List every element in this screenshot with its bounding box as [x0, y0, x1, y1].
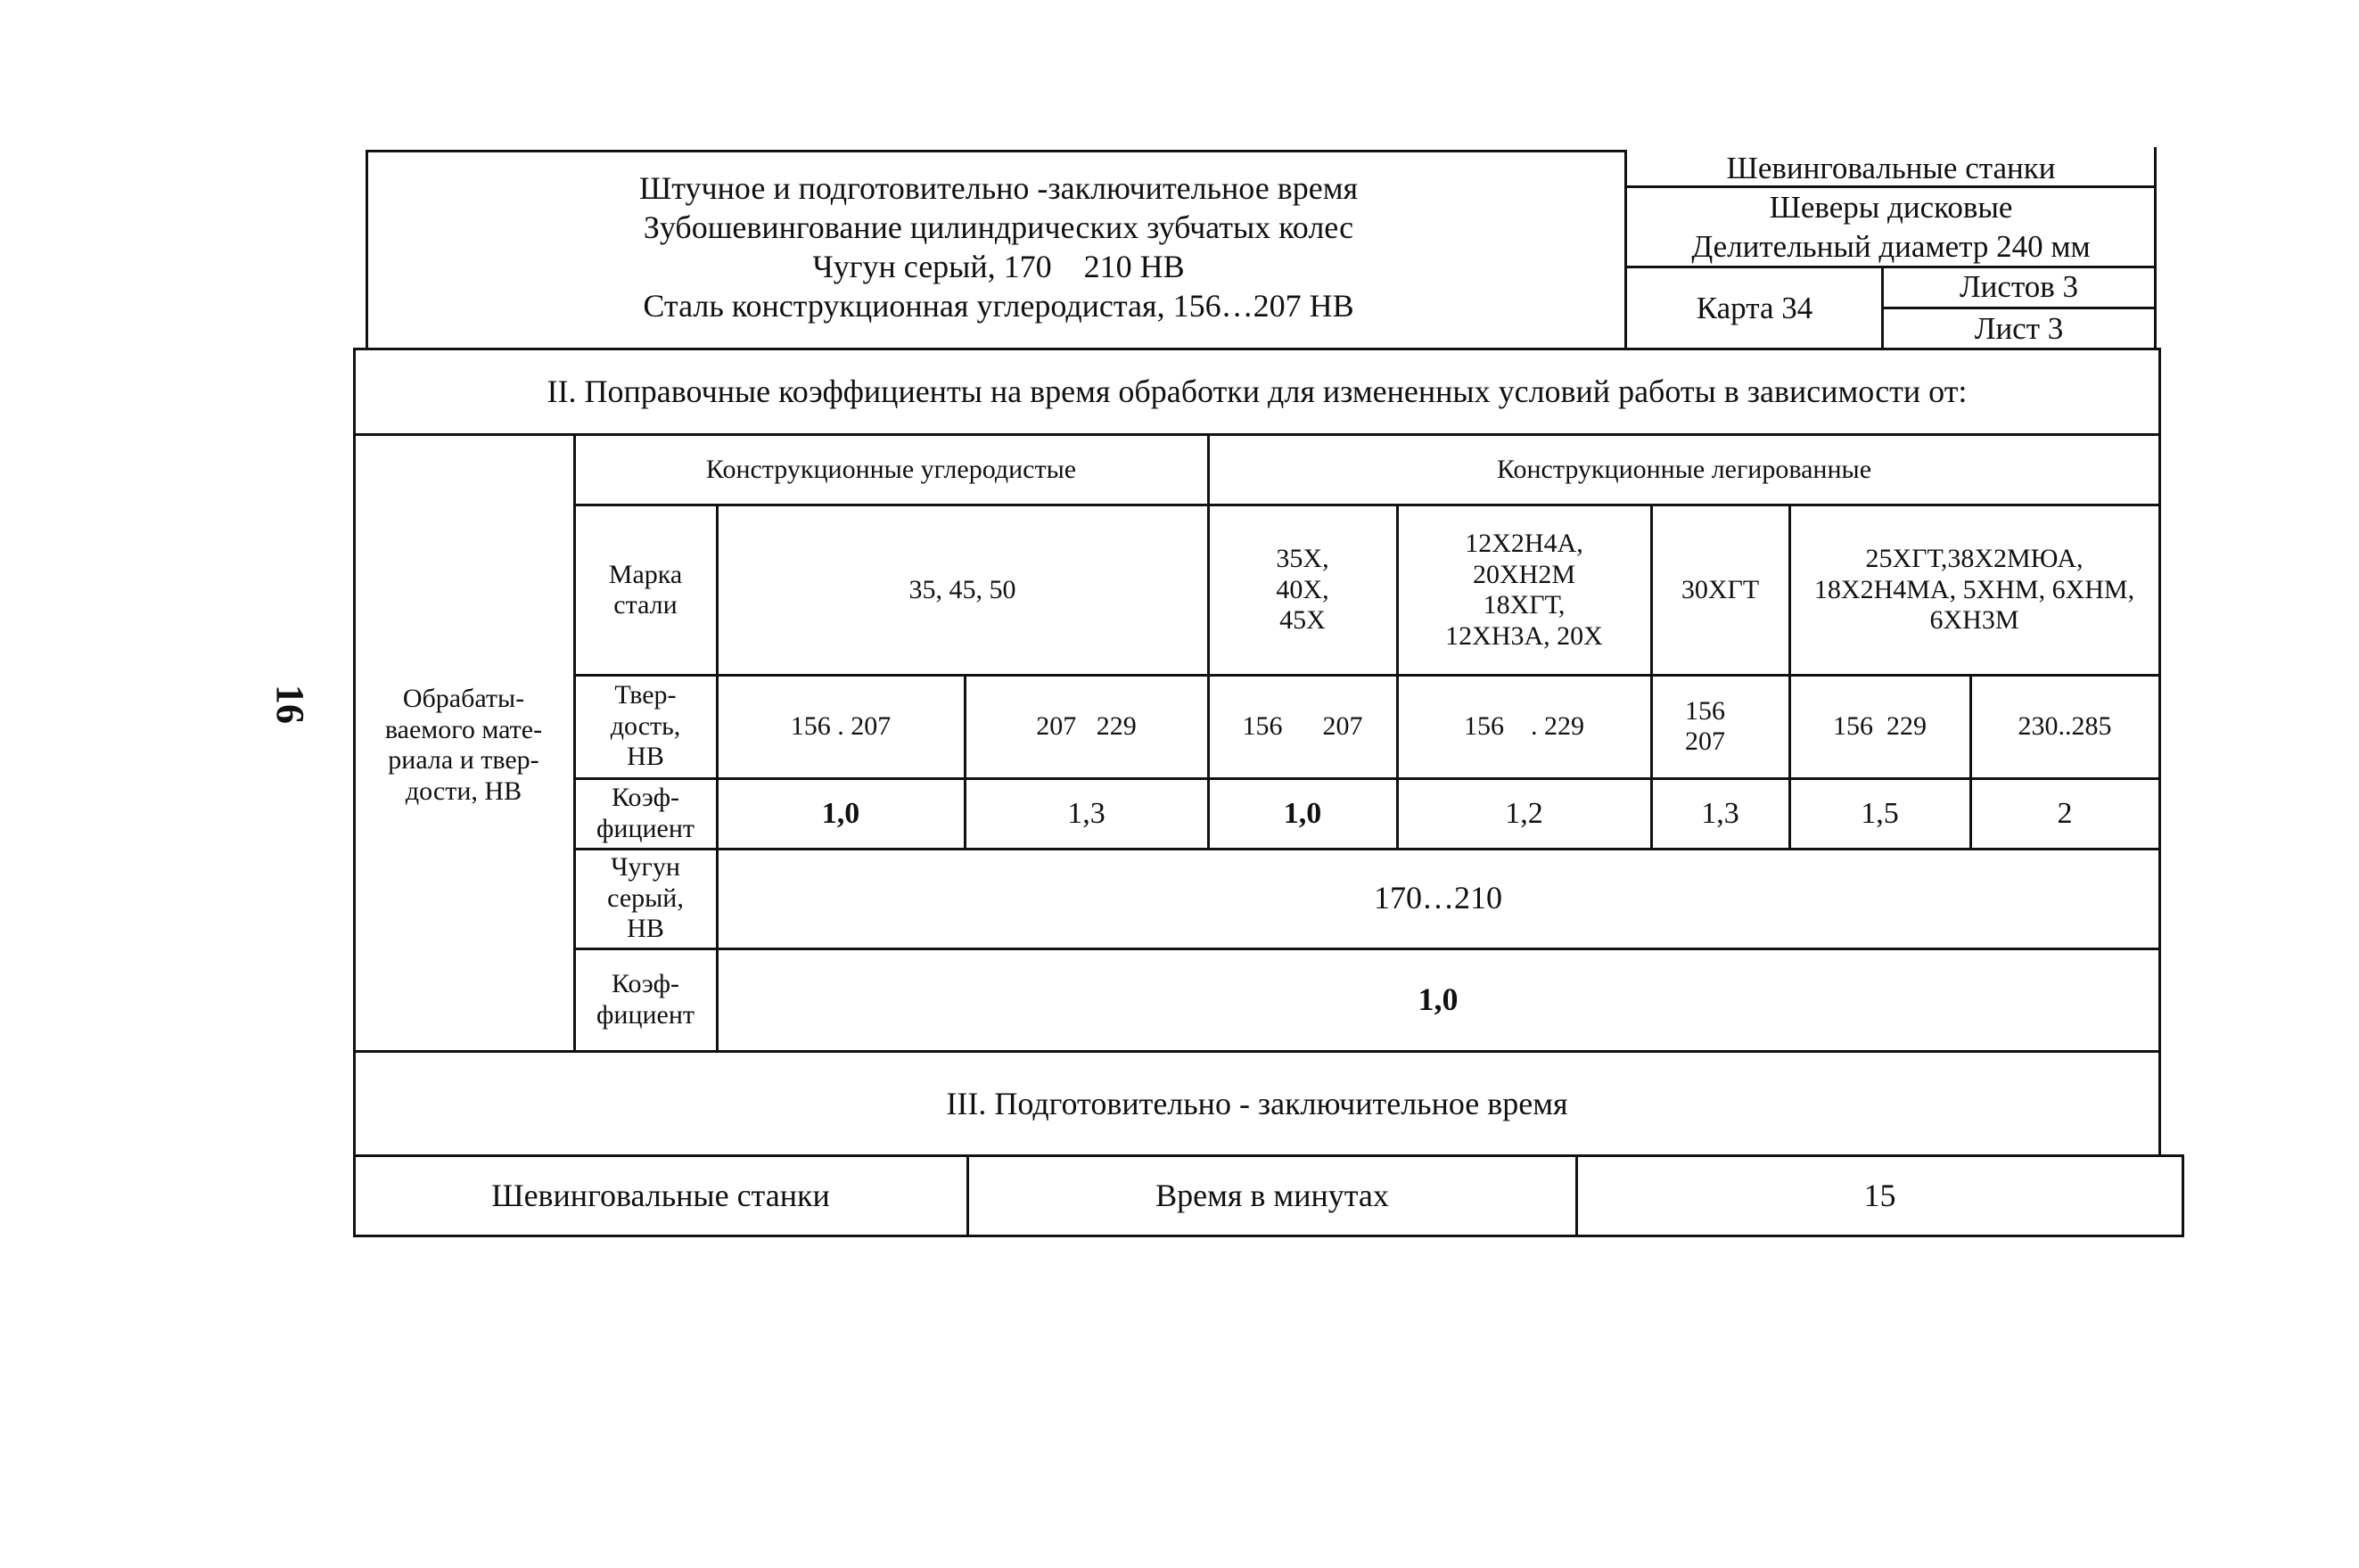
- page-number: 16: [268, 685, 313, 724]
- header-diameter: Делительный диаметр 240 мм: [1691, 228, 2091, 264]
- header-tool: Шеверы дисковые: [1769, 189, 2013, 225]
- grade-alloy-4: 25ХГТ,38Х2МЮА, 18Х2Н4МА, 5ХНМ, 6ХНМ, 6ХН3М: [1813, 544, 2135, 636]
- hardness-5: 156 207: [1685, 695, 1725, 756]
- coef-5: 1,3: [1701, 796, 1739, 830]
- header-title-line-2: Зубошевингование цилиндрических зубчатых колес: [643, 209, 1354, 246]
- header-title-line-1: Штучное и подготовительно -заключительное время: [638, 170, 1359, 207]
- header-title-line-3: Чугун серый, 170 210 НВ: [812, 249, 1185, 285]
- section2-title: II. Поправочные коэффициенты на время обработки для измененных условий работы в зависимости от:: [547, 374, 1968, 410]
- coef-7: 2: [2057, 796, 2073, 830]
- sheet-number: Лист 3: [1974, 310, 2064, 346]
- header-title-line-4: Сталь конструкционная углеродистая, 156…207 НВ: [643, 288, 1354, 324]
- coef-4: 1,2: [1505, 796, 1543, 830]
- coef-2: 1,3: [1067, 796, 1106, 830]
- label-cast-iron: Чугун серый, НВ: [607, 852, 684, 944]
- hardness-2: 207 229: [1036, 710, 1137, 741]
- hardness-7: 230..285: [2018, 710, 2112, 741]
- label-coefficient: Коэф-фициент: [596, 783, 695, 843]
- grade-alloy-1: 35Х, 40Х, 45Х: [1276, 544, 1329, 636]
- cast-iron-hardness: 170…210: [1374, 880, 1502, 916]
- label-coefficient-2: Коэф-фициент: [596, 969, 695, 1030]
- label-steel-grade: Марка стали: [608, 559, 683, 620]
- coef-1: 1,0: [821, 796, 860, 830]
- section3-title: III. Подготовительно - заключительное время: [946, 1085, 1568, 1121]
- hardness-6: 156 229: [1833, 710, 1927, 741]
- prep-machine: Шевинговальные станки: [491, 1177, 830, 1213]
- prep-time-label: Время в минутах: [1155, 1177, 1389, 1213]
- group-alloy-steel: Конструкционные легированные: [1496, 455, 1872, 485]
- coef-3: 1,0: [1283, 796, 1322, 830]
- hardness-3: 156 207: [1242, 710, 1363, 741]
- label-hardness: Твер-дость, НВ: [610, 680, 681, 772]
- coef-6: 1,5: [1861, 796, 1899, 830]
- grade-carbon: 35, 45, 50: [908, 574, 1016, 604]
- row-header-material: Обрабаты-ваемого мате-риала и твер-дости, НВ: [384, 684, 543, 806]
- header-machine: Шевинговальные станки: [1726, 150, 2056, 185]
- sheets-total: Листов 3: [1959, 268, 2079, 304]
- grade-alloy-3: 30ХГТ: [1681, 574, 1760, 604]
- card-number: Карта 34: [1696, 290, 1813, 325]
- hardness-1: 156 . 207: [790, 710, 892, 741]
- cast-iron-coefficient: 1,0: [1418, 981, 1459, 1017]
- grade-alloy-2: 12Х2Н4А, 20ХН2М 18ХГТ, 12ХН3А, 20Х: [1445, 529, 1603, 651]
- prep-time-value: 15: [1863, 1177, 1896, 1213]
- hardness-4: 156 . 229: [1464, 710, 1584, 741]
- group-carbon-steel: Конструкционные углеродистые: [705, 455, 1077, 485]
